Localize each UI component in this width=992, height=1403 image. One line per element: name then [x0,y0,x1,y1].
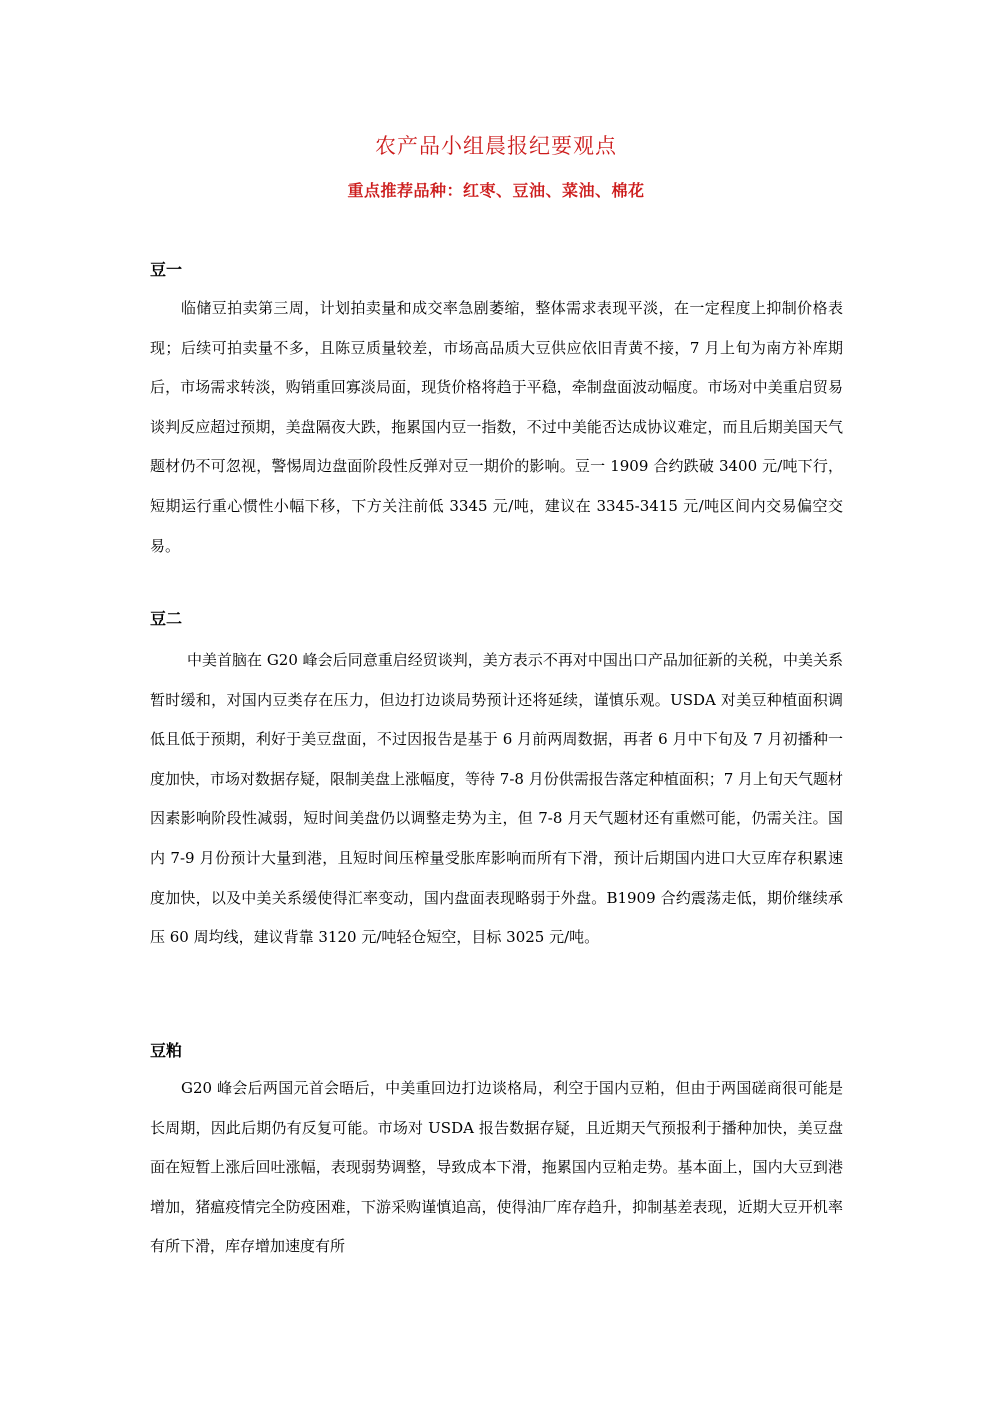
section-heading-douer: 豆二 [150,609,183,628]
section-body-doupo: G20 峰会后两国元首会晤后，中美重回边打边谈格局，利空于国内豆粕，但由于两国磋商很可能是长周期，因此后期仍有反复可能。市场对 USDA 报告数据存疑，且近期天气预报利于播种加快，美豆盘面在短暂上涨后回吐涨幅，表现弱势调整，导致成本下滑，拖累国内豆粕走势。基本面上，国内大豆到港增加，猪瘟疫情完全防疫困难，下游采购谨慎追高，使得油厂库存趋升，抑制基差表现，近期大豆开机率有所下滑，库存增加速度有所 [150,1079,843,1256]
document-title: 农产品小组晨报纪要观点 [375,134,617,158]
section-body-douer: 中美首脑在 G20 峰会后同意重启经贸谈判，美方表示不再对中国出口产品加征新的关税，中美关系暂时缓和，对国内豆类存在压力，但边打边谈局势预计还将延续，谨慎乐观。USDA 对美豆种植面积调低且低于预期，利好于美豆盘面，不过因报告是基于 6 月前两周数据，再者 6 月中下旬及 7 月初播种一度加快，市场对数据存疑，限制美盘上涨幅度，等待 7-8 月份供需报告落定种植面积；7 月上旬天气题材因素影响阶段性减弱，短时间美盘仍以调整走势为主，但 7-8 月天气题材还有重燃可能，仍需关注。国内 7-9 月份预计大量到港，且短时间压榨量受胀库影响而所有下滑，预计后期国内进口大豆库存积累速度加快，以及中美关系缓使得汇率变动，国内盘面表现略弱于外盘。B1909 合约震荡走低，期价继续承压 60 周均线，建议背靠 3120 元/吨轻仓短空，目标 3025 元/吨。 [150,651,844,947]
section-body-douyi: 临储豆拍卖第三周，计划拍卖量和成交率急剧萎缩，整体需求表现平淡，在一定程度上抑制价格表现；后续可拍卖量不多，且陈豆质量较差，市场高品质大豆供应依旧青黄不接，7 月上旬为南方补库期后，市场需求转淡，购销重回寡淡局面，现货价格将趋于平稳，牵制盘面波动幅度。市场对中美重启贸易谈判反应超过预期，美盘隔夜大跌，拖累国内豆一指数，不过中美能否达成协议难定，而且后期美国天气题材仍不可忽视，警惕周边盘面阶段性反弹对豆一期价的影响。豆一 1909 合约跌破 3400 元/吨下行，短期运行重心惯性小幅下移，下方关注前低 3345 元/吨，建议在 3345-3415 元/吨区间内交易偏空交易。 [150,299,843,555]
recommended-varieties: 重点推荐品种：红枣、豆油、菜油、棉花 [347,181,645,200]
section-heading-douyi: 豆一 [150,260,183,279]
section-heading-doupo: 豆粕 [150,1041,183,1060]
